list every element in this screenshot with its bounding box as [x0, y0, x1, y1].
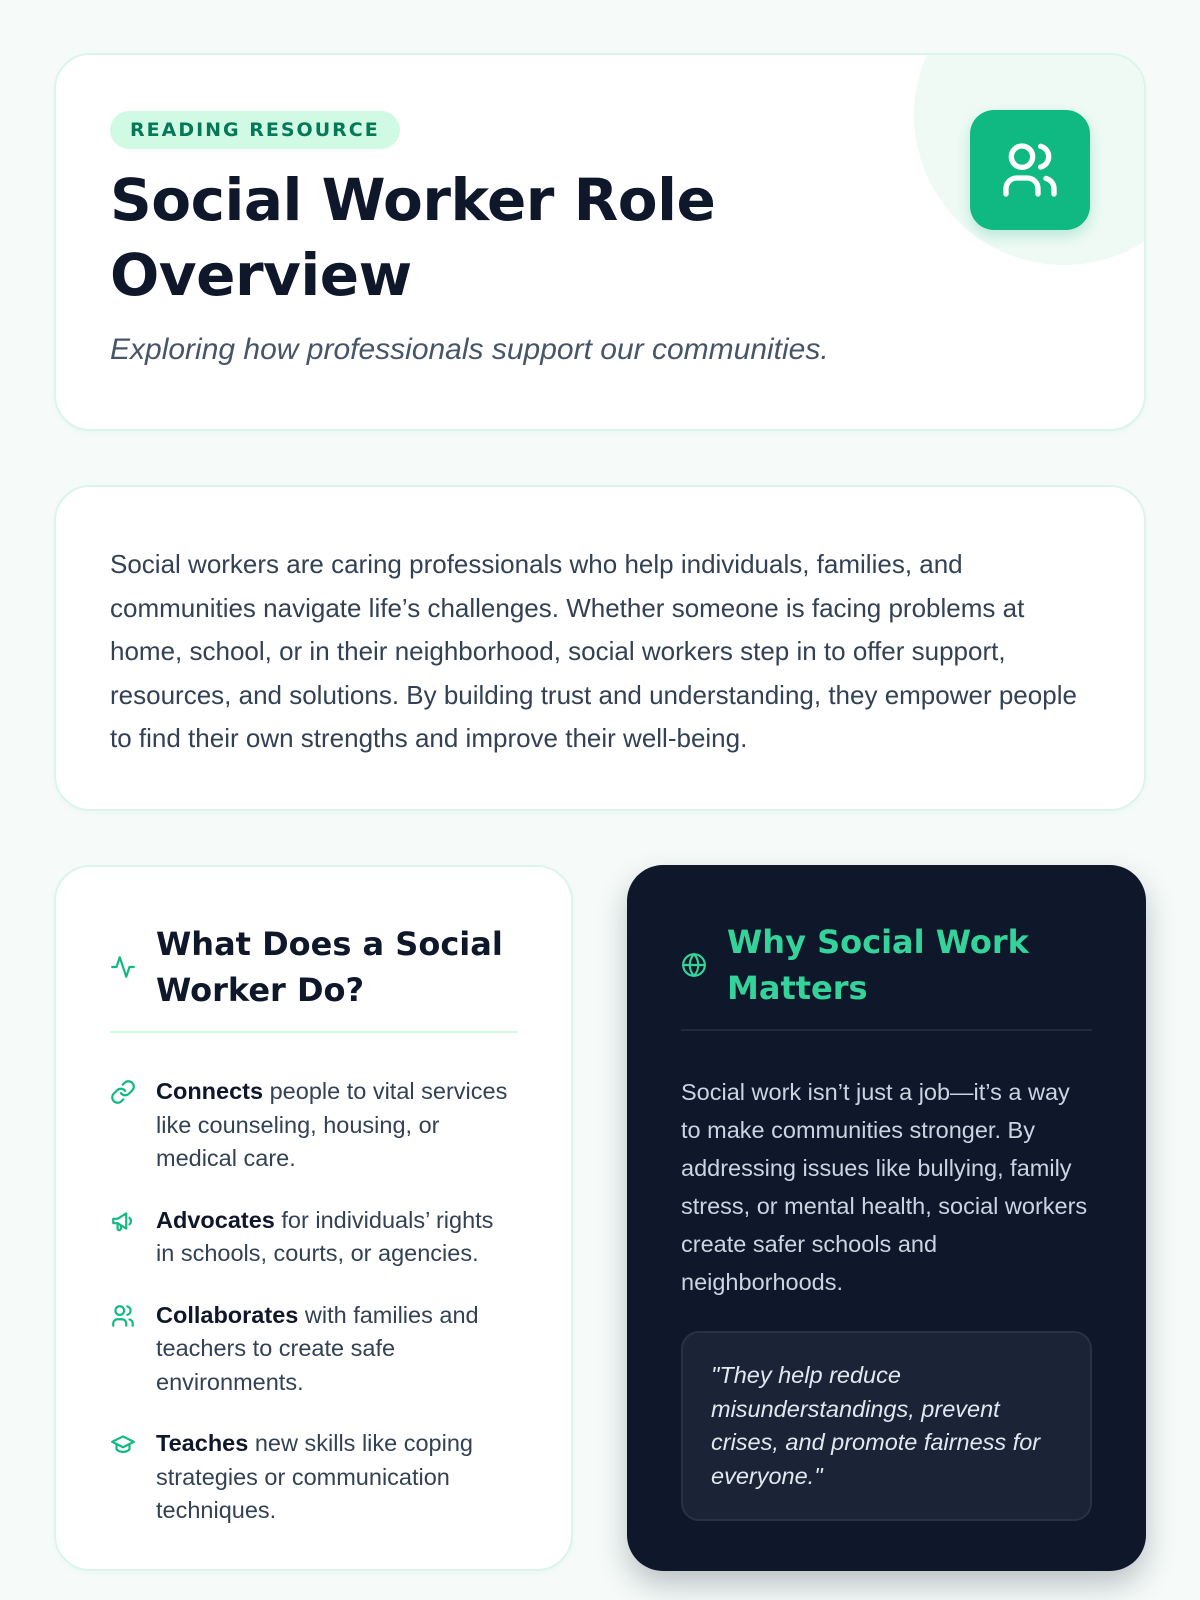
- page-subtitle: Exploring how professionals support our communities.: [110, 333, 829, 366]
- list-item-text: [156, 1204, 517, 1271]
- graduation-cap-icon: [110, 1431, 136, 1457]
- reading-resource-badge: READING RESOURCE: [110, 111, 400, 149]
- list-item-rest: with families and teachers to create safe environments.: [156, 1301, 479, 1395]
- what-list: [110, 1075, 517, 1528]
- users-icon: [110, 1303, 136, 1329]
- list-item-rest: people to vital services like counseling, housing, or medical care.: [156, 1078, 508, 1171]
- intro-paragraph: Social workers are caring professionals who help individuals, families, and communities navigate life’s challenges. Whether someone is facing problems at home, school, or in their neighborhood, social workers step in to offer support, resources, and solutions. By building trust and understanding, they empower people to find their own strengths and improve their well-being.: [110, 549, 1077, 753]
- quote-text: "They help reduce misunderstandings, prevent crises, and promote fairness for everyone.": [711, 1362, 1041, 1489]
- list-item: [110, 1427, 517, 1528]
- list-item-rest: for individuals’ rights in schools, courts, or agencies.: [156, 1206, 494, 1266]
- list-item-text: [156, 1299, 517, 1400]
- megaphone-icon: [110, 1208, 136, 1234]
- what-section-header: [110, 921, 517, 1033]
- list-item: [110, 1075, 517, 1176]
- list-item-bold: Connects: [156, 1078, 264, 1104]
- why-paragraph: Social work isn’t just a job—it’s a way to make communities stronger. By addressing issues like bullying, family stress, or mental health, social workers create safer schools and neighborhoods.: [681, 1079, 1088, 1295]
- list-item-bold: Collaborates: [156, 1301, 299, 1328]
- why-section-title: Why Social Work Matters: [727, 923, 1029, 1007]
- globe-icon: [681, 952, 707, 978]
- list-item-bold: Advocates: [156, 1206, 275, 1233]
- link-icon: [110, 1079, 136, 1105]
- activity-icon: [110, 954, 136, 980]
- list-item-text: [156, 1427, 517, 1528]
- header-card: [54, 53, 1146, 431]
- why-card: [627, 865, 1146, 1571]
- intro-card: [54, 485, 1146, 811]
- page-title: Social Worker Role Overview: [110, 166, 716, 309]
- bottom-row: [54, 865, 1146, 1571]
- list-item-text: [156, 1075, 517, 1176]
- users-icon: [970, 110, 1090, 230]
- list-item: [110, 1299, 517, 1400]
- list-item-bold: Teaches: [156, 1430, 249, 1456]
- quote-box: [681, 1331, 1092, 1521]
- what-card: [54, 865, 573, 1571]
- list-item-rest: new skills like coping strategies or communication techniques.: [156, 1430, 473, 1523]
- list-item: [110, 1204, 517, 1271]
- what-section-title: What Does a Social Worker Do?: [156, 925, 503, 1009]
- why-section-header: [681, 919, 1092, 1031]
